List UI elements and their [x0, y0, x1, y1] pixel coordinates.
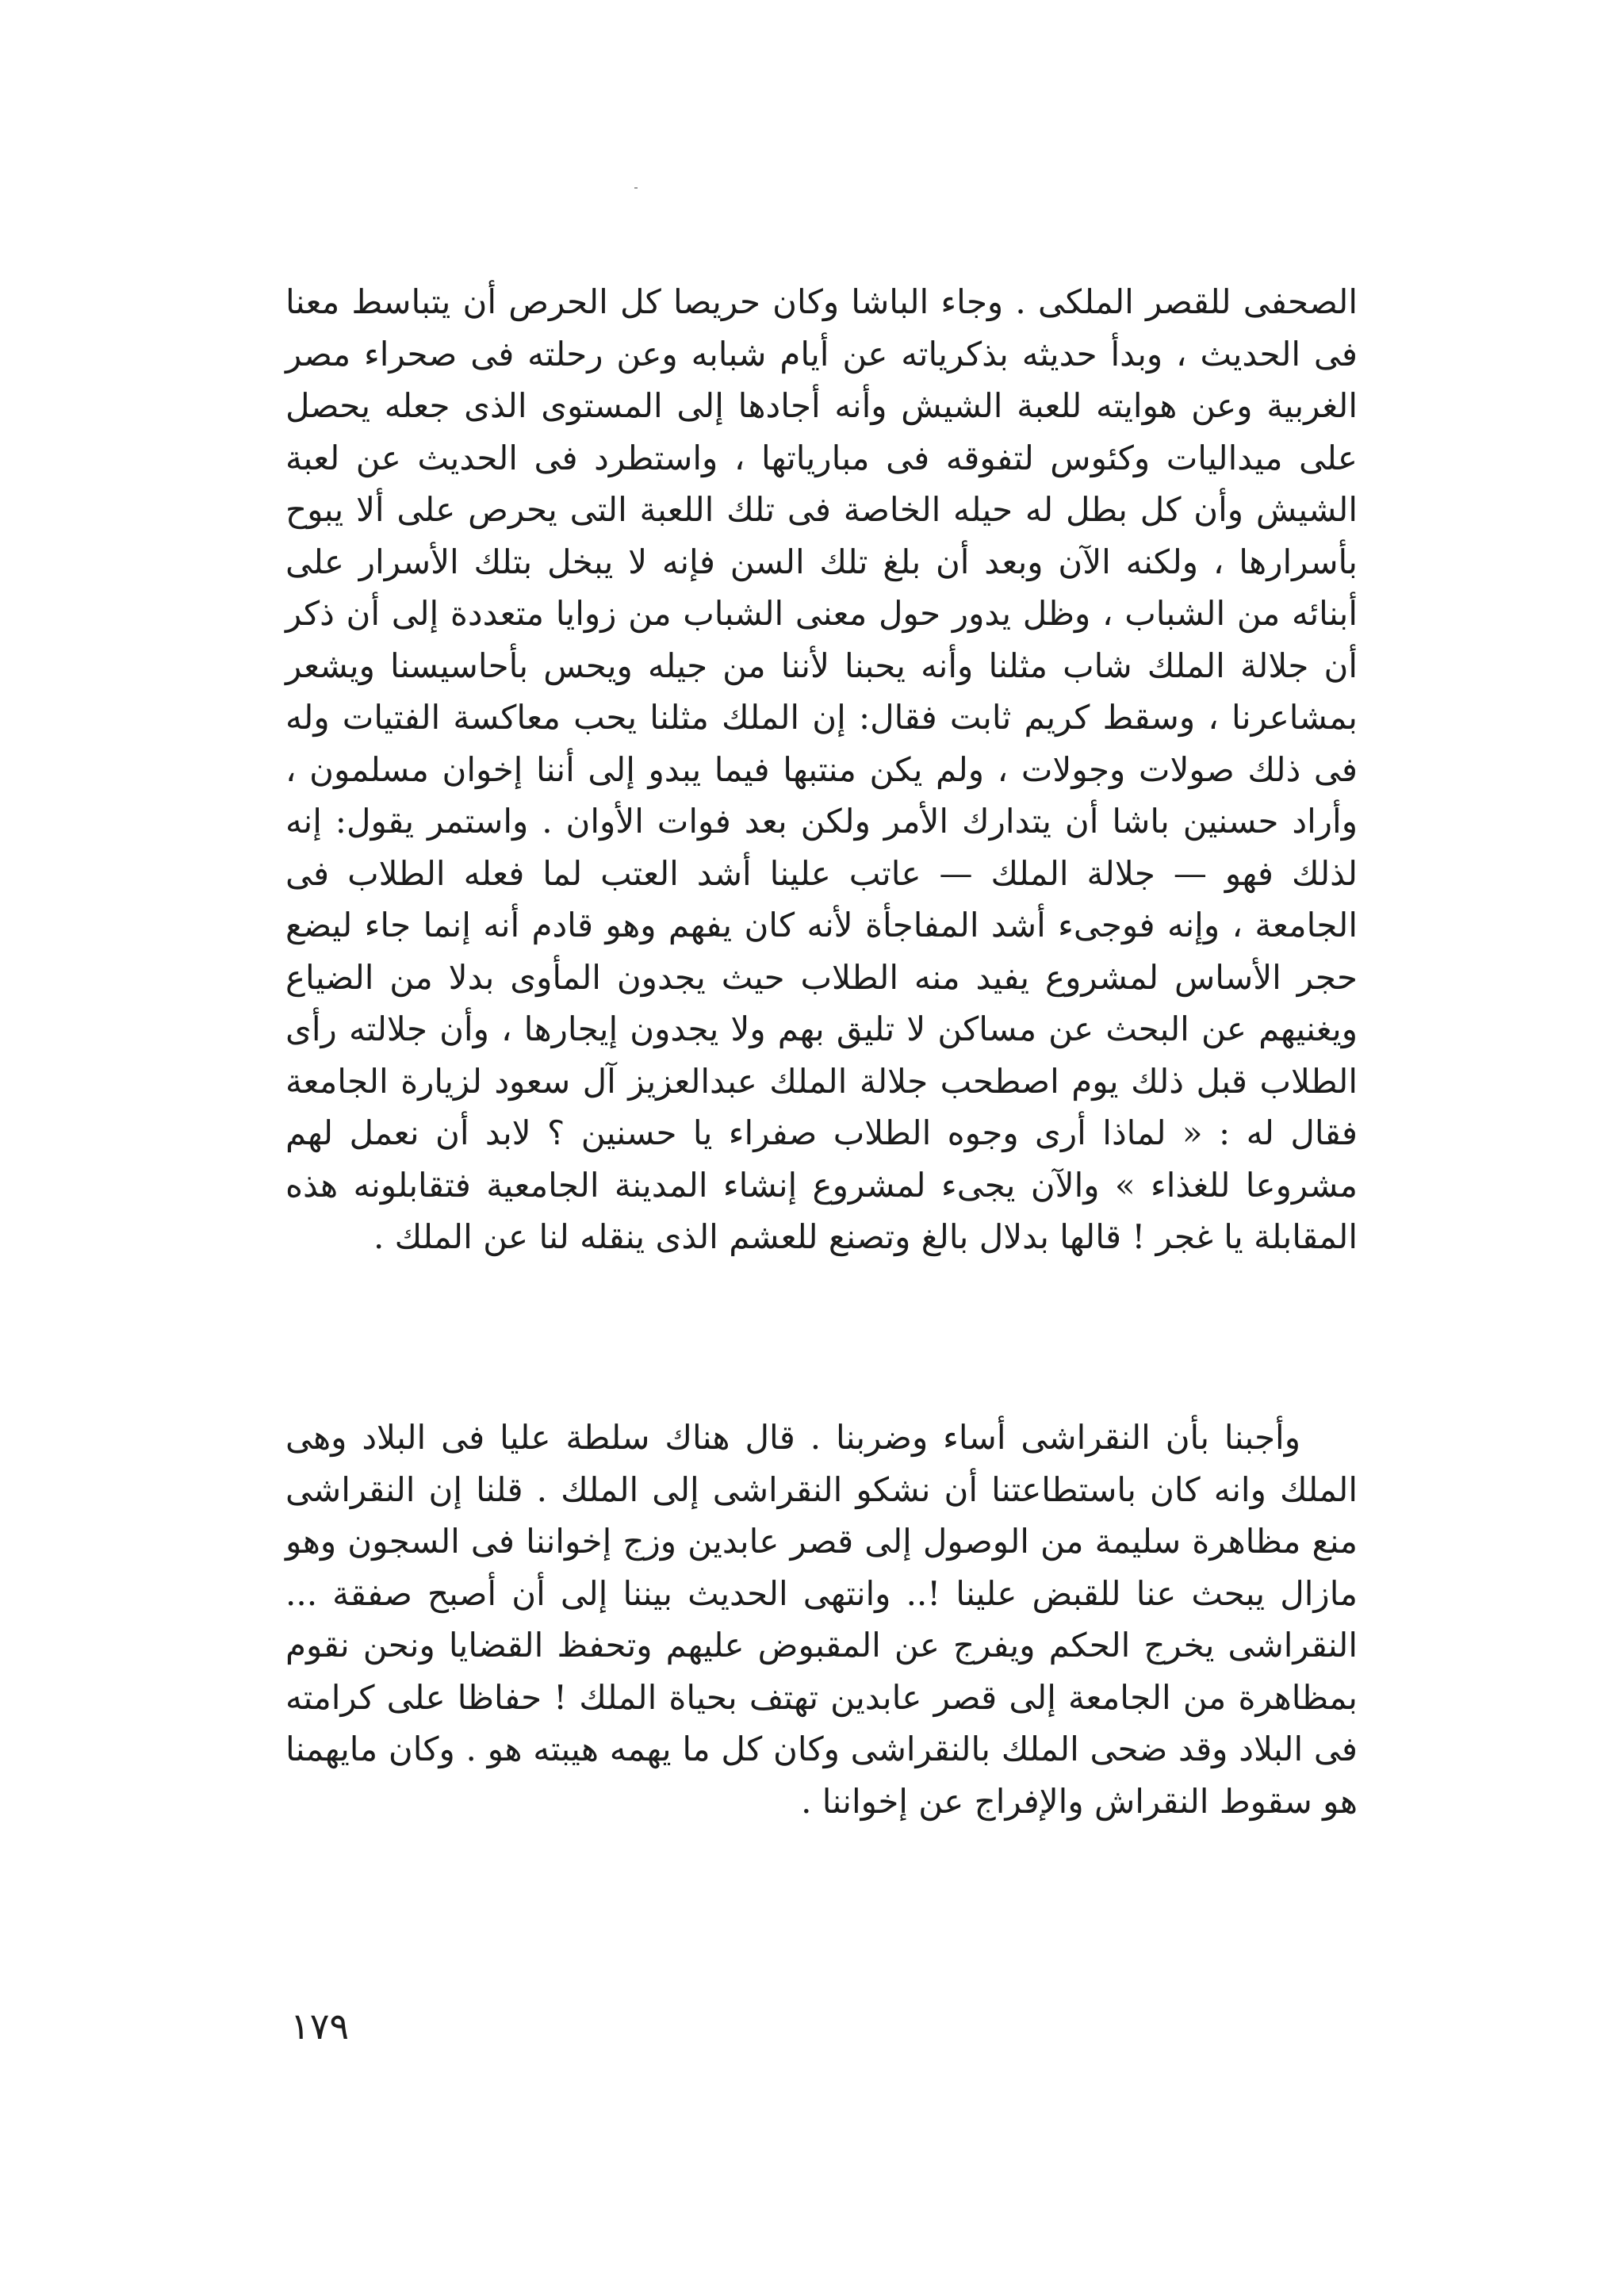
- body-text-top: [285, 276, 1358, 1263]
- scan-speck: [634, 187, 638, 189]
- paragraph-1: الصحفى للقصر الملكى . وجاء الباشا وكان حريصا كل الحرص أن يتباسط معنا فى الحديث ، وبدأ حديثه بذكرياته عن أيام شبابه وعن رحلته فى صحراء مصر الغربية وعن هوايته للعبة الشيش وأنه أجادها إلى المستوى الذى جعله يحصل على ميداليات وكئوس لتفوقه فى مبارياتها ، واستطرد فى الحديث عن لعبة الشيش وأن كل بطل له حيله الخاصة فى تلك اللعبة التى يحرص على ألا يبوح بأسرارها ، ولكنه الآن وبعد أن بلغ تلك السن فإنه لا يبخل بتلك الأسرار على أبنائه من الشباب ، وظل يدور حول معنى الشباب من زوايا متعددة إلى أن ذكر أن جلالة الملك شاب مثلنا وأنه يحبنا لأننا من جيله ويحس بأحاسيسنا ويشعر بمشاعرنا ، وسقط كريم ثابت فقال: إن الملك مثلنا يحب معاكسة الفتيات وله فى ذلك صولات وجولات ، ولم يكن منتبها فيما يبدو إلى أننا إخوان مسلمون ، وأراد حسنين باشا أن يتدارك الأمر ولكن بعد فوات الأوان . واستمر يقول: إنه لذلك فهو — جلالة الملك — عاتب علينا أشد العتب لما فعله الطلاب فى الجامعة ، وإنه فوجىء أشد المفاجأة لأنه كان يفهم وهو قادم أنه إنما جاء ليضع حجر الأساس لمشروع يفيد منه الطلاب حيث يجدون المأوى بدلا من الضياع ويغنيهم عن البحث عن مساكن لا تليق بهم ولا يجدون إيجارها ، وأن جلالته رأى الطلاب قبل ذلك يوم اصطحب جلالة الملك عبدالعزيز آل سعود لزيارة الجامعة فقال له : « لماذا أرى وجوه الطلاب صفراء يا حسنين ؟ لابد أن نعمل لهم مشروعا للغذاء » والآن يجىء لمشروع إنشاء المدينة الجامعية فتقابلونه هذه المقابلة يا غجر ! قالها بدلال بالغ وتصنع للعشم الذى ينقله لنا عن الملك .: [285, 282, 1358, 1256]
- page-number: ١٧٩: [290, 2005, 350, 2048]
- paragraph-2: وأجبنا بأن النقراشى أساء وضربنا . قال هناك سلطة عليا فى البلاد وهى الملك وانه كان باستطاعتنا أن نشكو النقراشى إلى الملك . قلنا إن النقراشى منع مظاهرة سليمة من الوصول إلى قصر عابدين وزج إخواننا فى السجون وهو مازال يبحث عنا للقبض علينا !.. وانتهى الحديث بيننا إلى أن أصبح صفقة ... النقراشى يخرج الحكم ويفرج عن المقبوض عليهم وتحفظ القضايا ونحن نقوم بمظاهرة من الجامعة إلى قصر عابدين تهتف بحياة الملك ! حفاظا على كرامته فى البلاد وقد ضحى الملك بالنقراشى وكان كل ما يهمه هيبته هو . وكان مايهمنا هو سقوط النقراش والإفراج عن إخواننا .: [285, 1418, 1358, 1821]
- body-text-bottom: [285, 1412, 1358, 1827]
